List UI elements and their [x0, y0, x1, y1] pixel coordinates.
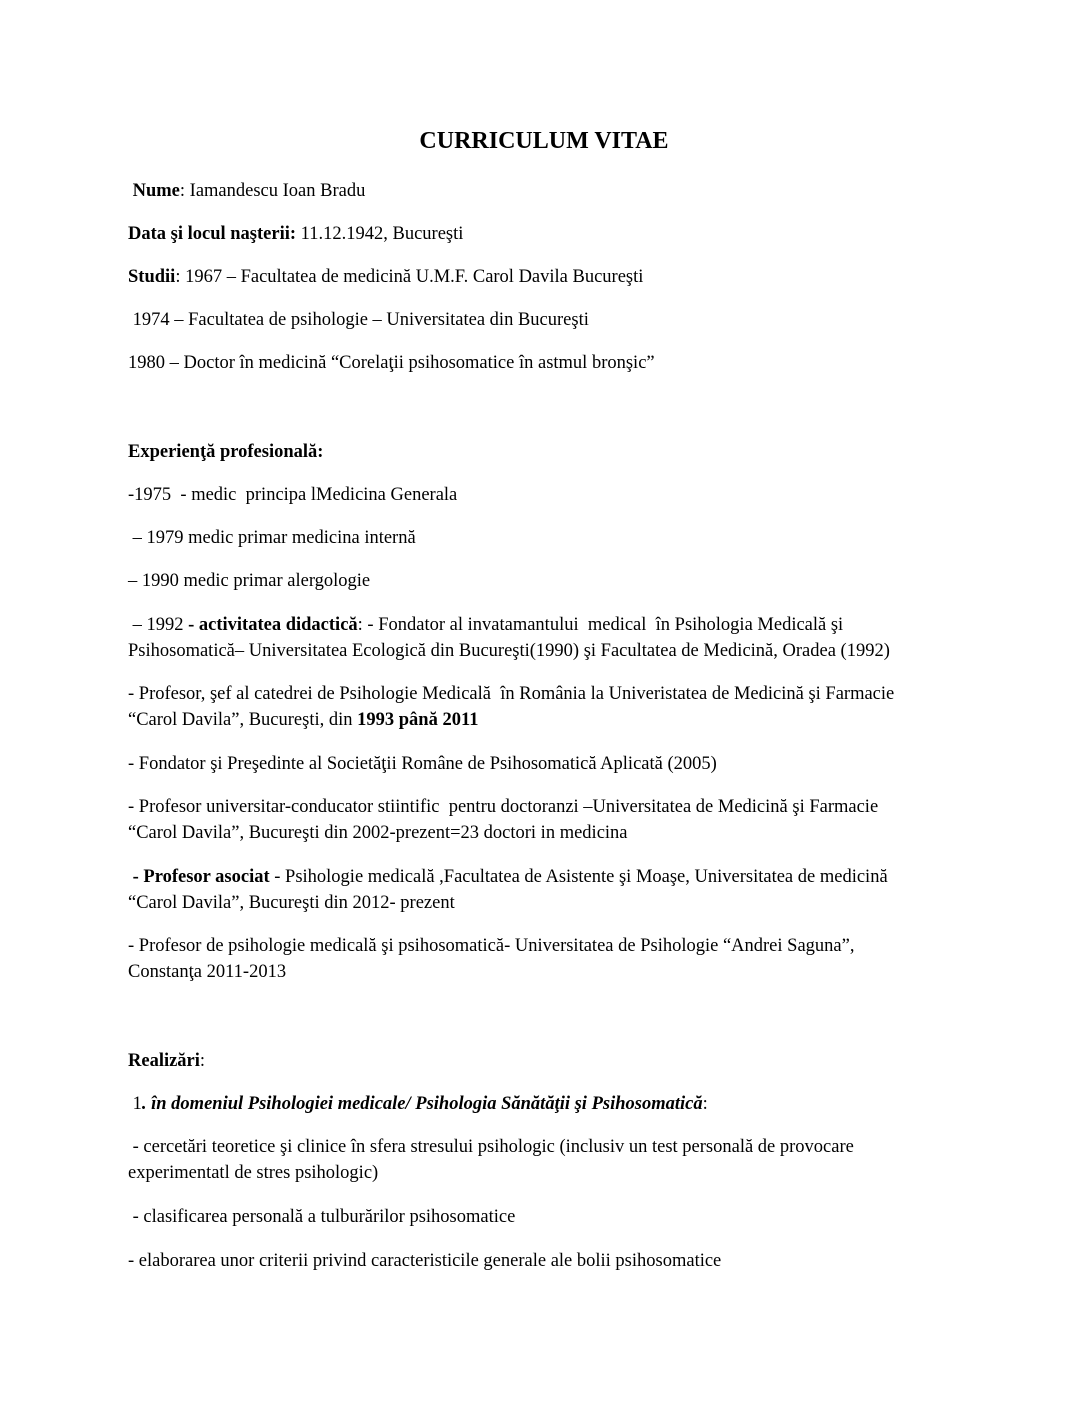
name-label: Nume	[132, 181, 180, 201]
birth-label: Data şi locul naşterii	[128, 224, 290, 244]
domain-title: . în domeniul Psihologiei medicale/ Psihologia Sănătăţii şi Psihosomatică	[141, 1094, 703, 1114]
didactic-text-2: Psihosomatică– Universitatea Ecologică din Bucureşti(1990) şi Facultatea de Medicină, Oradea (1992)	[128, 641, 890, 661]
chief-period: 1993 până 2011	[357, 710, 479, 730]
domain-colon: :	[702, 1094, 708, 1114]
chief-entry	[128, 681, 894, 733]
associate-label: - Profesor asociat	[128, 867, 270, 887]
studies-label: Studii	[128, 267, 176, 287]
studies-line	[128, 264, 643, 290]
didactic-label: - activitatea didactică	[188, 615, 358, 635]
supervisor-text-2: “Carol Davila”, Bucureşti din 2002-prezent=23 doctori in medicina	[128, 823, 628, 843]
supervisor-text: - Profesor universitar-conducator stiintific pentru doctoranzi –Universitatea de Medicină şi Farmacie	[128, 797, 879, 817]
supervisor-entry	[128, 794, 878, 846]
achievement-text-2: experimentatl de stres psihologic)	[128, 1163, 379, 1183]
name-line	[128, 178, 365, 204]
domain-number: 1	[128, 1094, 142, 1114]
page-title: CURRICULUM VITAE	[419, 128, 669, 154]
achievements-heading	[128, 1048, 205, 1074]
didactic-entry	[128, 612, 890, 664]
name-value: : Iamandescu Ioan Bradu	[179, 181, 366, 201]
study-item: 1980 – Doctor în medicină “Corelaţii psihosomatice în astmul bronşic”	[128, 353, 655, 373]
achievement-item: - elaborarea unor criterii privind caracteristicile generale ale bolii psihosomatice	[128, 1251, 722, 1271]
saguna-text-2: Constanţa 2011-2013	[128, 962, 287, 982]
birth-sep: :	[289, 224, 297, 244]
associate-text: - Psihologie medicală ,Facultatea de Asistente şi Moaşe, Universitatea de medicină	[269, 867, 888, 887]
achievement-text: - cercetări teoretice şi clinice în sfera stresului psihologic (inclusiv un test personală de provocare	[128, 1137, 854, 1157]
associate-text-2: “Carol Davila”, Bucureşti din 2012- prezent	[128, 893, 455, 913]
didactic-year: – 1992	[128, 615, 189, 635]
saguna-entry	[128, 933, 854, 985]
chief-text-2: “Carol Davila”, Bucureşti, din	[128, 710, 358, 730]
study-item: : 1967 – Facultatea de medicină U.M.F. Carol Davila Bucureşti	[175, 267, 644, 287]
associate-entry	[128, 864, 888, 916]
achievements-label: Realizări	[128, 1051, 200, 1071]
birth-place: Bucureşti	[392, 224, 464, 244]
domain-heading	[128, 1091, 708, 1117]
founder-entry: - Fondator şi Preşedinte al Societăţii Române de Psihosomatică Aplicată (2005)	[128, 754, 717, 774]
experience-heading: Experienţă profesională:	[128, 442, 324, 462]
experience-item: -1975 - medic principa lMedicina Generala	[128, 485, 458, 505]
achievements-colon: :	[199, 1051, 206, 1071]
achievement-item	[128, 1134, 854, 1186]
study-item: 1974 – Facultatea de psihologie – Universitatea din Bucureşti	[128, 310, 589, 330]
saguna-text: - Profesor de psihologie medicală şi psihosomatică- Universitatea de Psihologie “Andrei Saguna”,	[128, 936, 855, 956]
birth-date: 11.12.1942,	[296, 224, 393, 244]
experience-item: – 1979 medic primar medicina internă	[128, 528, 416, 548]
birth-line	[128, 221, 463, 247]
didactic-text: : - Fondator al invatamantului medical în Psihologia Medicală şi	[357, 615, 844, 635]
chief-text: - Profesor, şef al catedrei de Psihologie Medicală în România la Univeristatea de Medicină şi Farmacie	[128, 684, 895, 704]
experience-item: – 1990 medic primar alergologie	[128, 571, 371, 591]
achievement-item: - clasificarea personală a tulburărilor psihosomatice	[128, 1207, 516, 1227]
